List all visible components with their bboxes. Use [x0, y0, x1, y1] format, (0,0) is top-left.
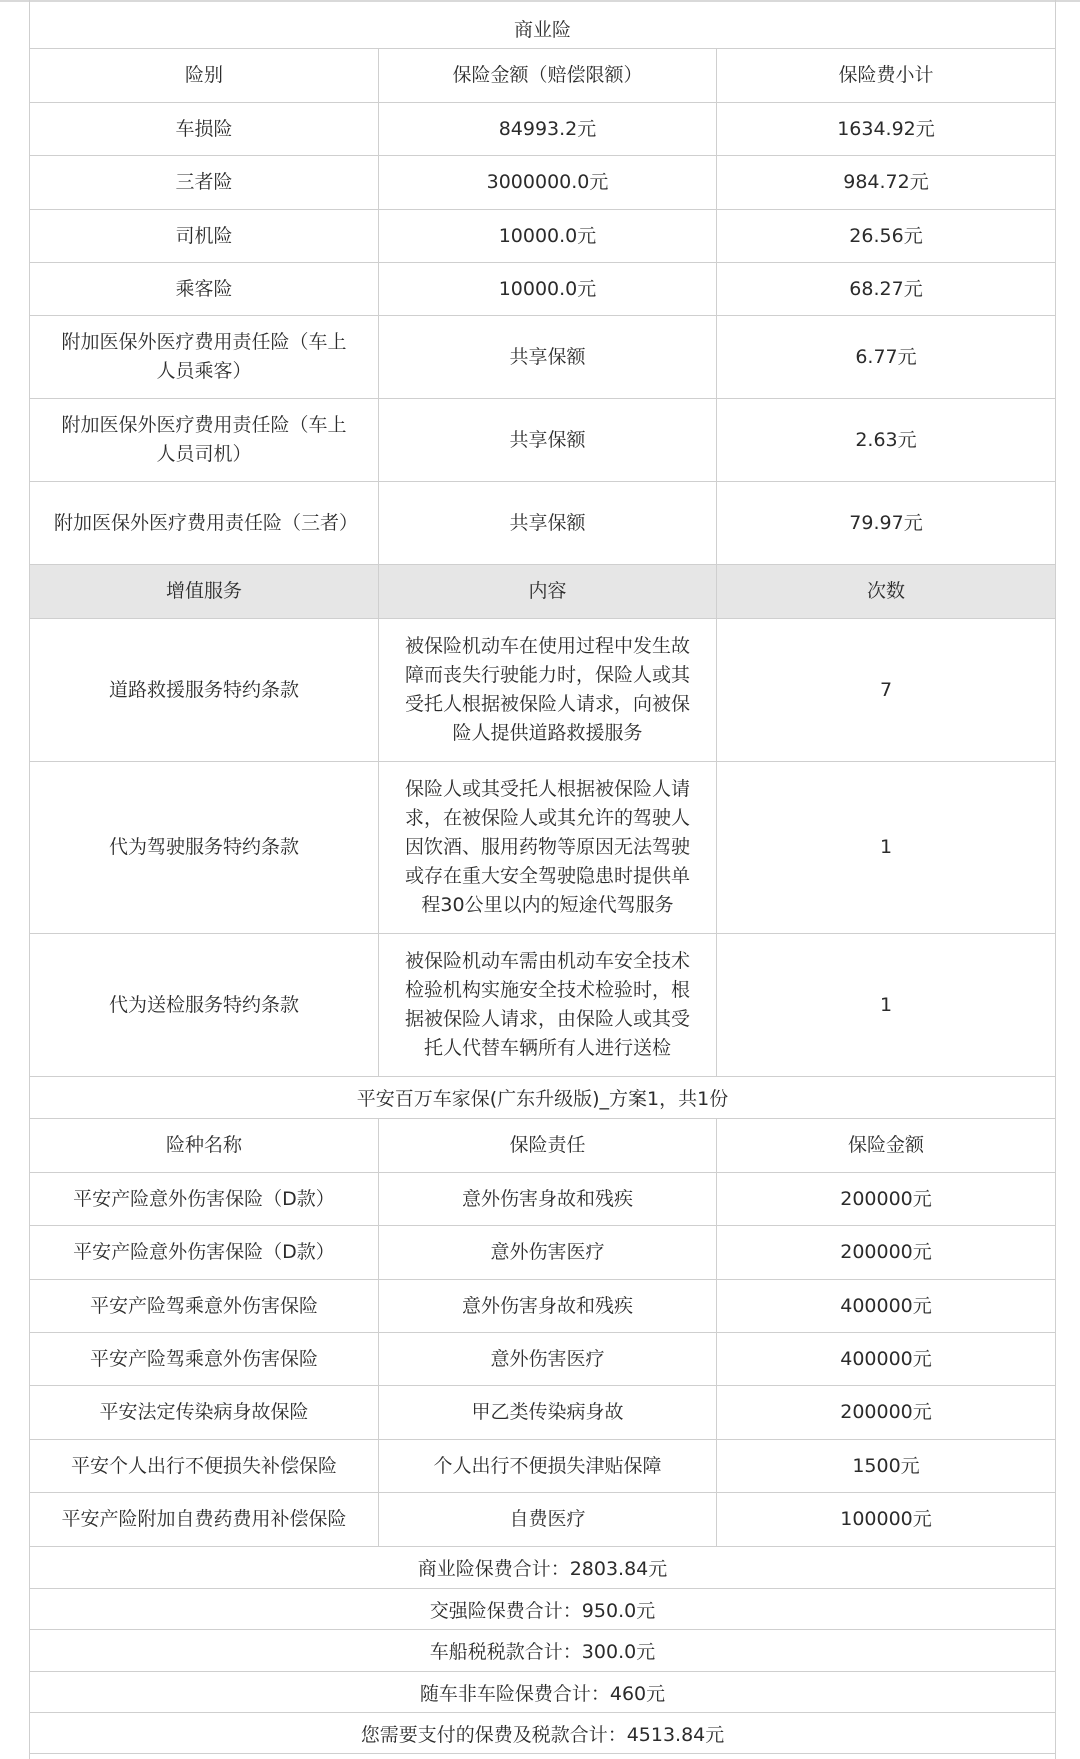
sum-insured: 400000元 — [840, 1347, 932, 1370]
header-premium: 保险费小计 — [838, 64, 934, 86]
table-row — [30, 210, 1055, 263]
coverage-name: 附加医保外医疗费用责任险（车上人员司机） — [61, 414, 347, 465]
liability: 个人出行不便损失津贴保障 — [433, 1454, 662, 1477]
sum-insured: 200000元 — [840, 1187, 932, 1210]
product-name: 平安个人出行不便损失补偿保险 — [70, 1454, 337, 1477]
plan-title-text: 平安百万车家保(广东升级版)_方案1，共1份 — [356, 1088, 729, 1110]
service-row — [30, 934, 1055, 1077]
insured-amount: 共享保额 — [509, 428, 586, 451]
plan-row — [30, 1333, 1055, 1386]
service-row — [30, 762, 1055, 934]
premium: 68.27元 — [849, 277, 923, 300]
service-content: 被保险机动车需由机动车安全技术检验机构实施安全技术检验时，根据被保险人请求，由保险人或其受托人代替车辆所有人进行送检 — [404, 950, 690, 1059]
service-times: 1 — [879, 836, 893, 858]
liability: 意外伤害身故和残疾 — [461, 1187, 633, 1210]
liability: 甲乙类传染病身故 — [471, 1401, 624, 1423]
service-row — [30, 619, 1055, 762]
insurance-quote-table — [29, 0, 1056, 1759]
plan-row — [30, 1173, 1055, 1226]
plan-row — [30, 1493, 1055, 1547]
premium: 26.56元 — [849, 224, 923, 247]
sum-insured: 400000元 — [840, 1294, 932, 1317]
total-commercial-text: 商业险保费合计：2803.84元 — [417, 1558, 668, 1580]
bottom-edge — [30, 1754, 1055, 1759]
total-non-auto-premium — [30, 1672, 1055, 1713]
sum-insured: 200000元 — [840, 1241, 932, 1263]
commercial-title — [30, 8, 1055, 49]
sum-insured: 1500元 — [852, 1454, 920, 1477]
header-insured-amount: 保险金额（赔偿限额） — [452, 64, 643, 86]
insured-amount: 共享保额 — [509, 345, 586, 368]
table-row — [30, 482, 1055, 565]
insured-amount: 84993.2元 — [498, 117, 597, 140]
product-name: 平安产险意外伤害保险（D款） — [73, 1241, 335, 1263]
header-product-name: 险种名称 — [165, 1134, 242, 1156]
header-liability: 保险责任 — [509, 1134, 586, 1156]
table-row — [30, 103, 1055, 156]
plan-row — [30, 1226, 1055, 1280]
plan-row — [30, 1386, 1055, 1440]
grand-total-text: 您需要支付的保费及税款合计：4513.84元 — [360, 1723, 725, 1746]
table-row — [30, 263, 1055, 316]
premium: 1634.92元 — [837, 117, 935, 140]
insured-amount: 共享保额 — [509, 511, 586, 534]
service-content: 保险人或其受托人根据被保险人请求，在被保险人或其允许的驾驶人因饮酒、服用药物等原因无法驾驶或存在重大安全驾驶隐患时提供单程30公里以内的短途代驾服务 — [404, 778, 690, 916]
sum-insured: 200000元 — [840, 1401, 932, 1423]
liability: 意外伤害身故和残疾 — [461, 1294, 633, 1317]
commercial-title-text: 商业险 — [513, 18, 571, 41]
total-compulsory-premium — [30, 1589, 1055, 1630]
header-sum-insured: 保险金额 — [847, 1134, 924, 1156]
service-content: 被保险机动车在使用过程中发生故障而丧失行驶能力时，保险人或其受托人根据被保险人请求，向被保险人提供道路救援服务 — [404, 635, 690, 744]
liability: 意外伤害医疗 — [490, 1241, 605, 1263]
liability: 自费医疗 — [509, 1508, 586, 1530]
total-commercial-premium — [30, 1547, 1055, 1589]
total-vehicle-tax — [30, 1630, 1055, 1672]
service-name: 道路救援服务特约条款 — [108, 678, 299, 701]
coverage-name: 三者险 — [175, 171, 233, 193]
product-name: 平安产险驾乘意外伤害保险 — [89, 1347, 318, 1370]
total-compulsory-text: 交强险保费合计：950.0元 — [429, 1599, 656, 1622]
insured-amount: 3000000.0元 — [486, 171, 609, 193]
product-name: 平安产险意外伤害保险（D款） — [73, 1187, 335, 1210]
service-name: 代为驾驶服务特约条款 — [108, 836, 299, 858]
premium: 6.77元 — [855, 345, 917, 368]
total-vehicle-tax-text: 车船税税款合计：300.0元 — [429, 1641, 656, 1663]
header-service: 增值服务 — [165, 580, 242, 602]
total-non-auto-text: 随车非车险保费合计：460元 — [419, 1682, 666, 1705]
table-row — [30, 399, 1055, 482]
sum-insured: 100000元 — [840, 1508, 932, 1530]
service-name: 代为送检服务特约条款 — [108, 993, 299, 1016]
service-times: 7 — [879, 678, 893, 701]
table-row — [30, 316, 1055, 399]
coverage-name: 附加医保外医疗费用责任险（车上人员乘客） — [61, 331, 347, 382]
header-times: 次数 — [866, 580, 905, 602]
premium: 79.97元 — [849, 511, 923, 534]
premium: 984.72元 — [843, 171, 929, 193]
insured-amount: 10000.0元 — [498, 277, 597, 300]
plan-title — [30, 1077, 1055, 1119]
coverage-name: 司机险 — [175, 224, 233, 247]
table-row — [30, 156, 1055, 210]
coverage-name: 车损险 — [175, 117, 233, 140]
grand-total — [30, 1713, 1055, 1754]
product-name: 平安产险驾乘意外伤害保险 — [89, 1294, 318, 1317]
product-name: 平安法定传染病身故保险 — [99, 1401, 309, 1423]
coverage-name: 乘客险 — [175, 277, 233, 300]
product-name: 平安产险附加自费药费用补偿保险 — [61, 1508, 347, 1530]
header-coverage: 险别 — [184, 64, 223, 86]
premium: 2.63元 — [855, 428, 917, 451]
plan-row — [30, 1280, 1055, 1333]
header-content: 内容 — [528, 580, 567, 602]
value-added-header-row — [30, 565, 1055, 619]
commercial-header-row — [30, 49, 1055, 103]
insured-amount: 10000.0元 — [498, 224, 597, 247]
service-times: 1 — [879, 993, 893, 1016]
plan-header-row — [30, 1119, 1055, 1173]
plan-row — [30, 1440, 1055, 1493]
coverage-name: 附加医保外医疗费用责任险（三者） — [54, 511, 359, 534]
liability: 意外伤害医疗 — [490, 1347, 605, 1370]
